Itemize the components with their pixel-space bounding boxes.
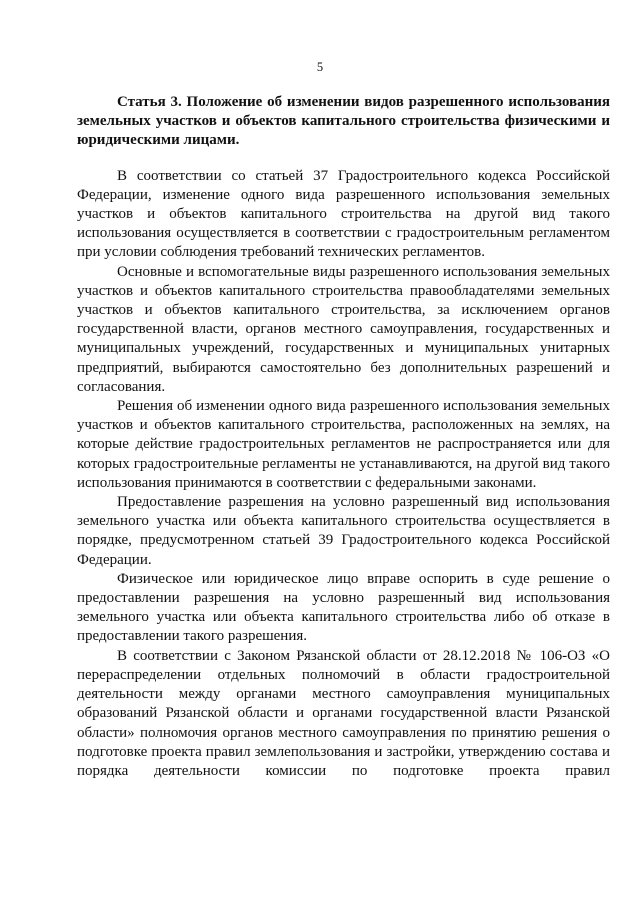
paragraph-2: Основные и вспомогательные виды разрешенного использования земельных участков и объектов капитального строительства правообладателями земельных участков и объектов капитального строительства, за исключением органов государственной власти, органов местного самоуправления, государственных и муниципальных учреждений, государственных и муниципальных унитарных предприятий, выбираются самостоятельно без дополнительных разрешений и согласования. xyxy=(77,263,610,395)
paragraph-5: Физическое или юридическое лицо вправе оспорить в суде решение о предоставлении разрешения на условно разрешенный вид использования земельного участка или объекта капитального строительства либо об отказе в предоставлении такого разрешения. xyxy=(77,570,610,645)
paragraph-1: В соответствии со статьей 37 Градостроительного кодекса Российской Федерации, изменение одного вида разрешенного использования земельных участков и объектов капитального строительства на другой вид такого использования осуществляется в соответствии с градостроительным регламентом при условии соблюдения требований технических регламентов. xyxy=(77,167,610,261)
paragraph-3: Решения об изменении одного вида разрешенного использования земельных участков и объектов капитального строительства, расположенных на землях, на которые действие градостроительных регламентов не распространяется или для которых градостроительные регламенты не устанавливаются, на другой вид такого использования принимаются в соответствии с федеральными законами. xyxy=(77,398,610,491)
article-title: Статья 3. Положение об изменении видов разрешенного использования земельных участков и объектов капитального строительства физическими и юридическими лицами. xyxy=(77,94,610,149)
paragraph-6: В соответствии с Законом Рязанской области от 28.12.2018 № 106-ОЗ «О перераспределении отдельных полномочий в области градостроительной деятельности между органами местного самоуправления муниципальных образований Рязанской области и органами государственной власти Рязанской области» полномочия органов местного самоуправления по принятию решения о подготовке проекта правил землепользования и застройки, утверждению состава и порядка деятельности комиссии по подготовке проекта правил xyxy=(77,647,610,779)
paragraph-4: Предоставление разрешения на условно разрешенный вид использования земельного участка или объекта капитального строительства осуществляется в порядке, предусмотренном статьей 39 Градостроительного кодекса Российской Федерации. xyxy=(77,494,610,568)
page-number: 5 xyxy=(316,60,324,74)
document-body xyxy=(77,93,610,781)
